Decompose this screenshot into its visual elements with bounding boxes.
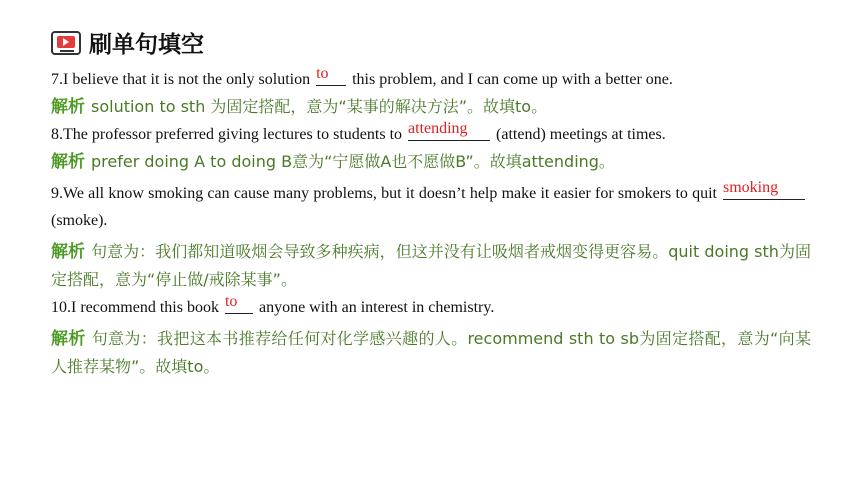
analysis-label: 解析 (51, 329, 86, 349)
answer-blank (723, 179, 805, 200)
question-text: 8.The professor preferred giving lectures to students to (51, 126, 403, 143)
question-7 (51, 66, 811, 93)
answer-text: smoking (723, 179, 779, 196)
analysis-text: prefer doing A to doing B意为“宁愿做A也不愿做B”。故填attending。 (91, 152, 615, 171)
question-text: anyone with an interest in chemistry. (258, 299, 495, 316)
question-text: (smoke). (51, 212, 108, 229)
answer-text: to (316, 65, 329, 82)
analysis-9 (51, 238, 811, 294)
answer-blank (224, 293, 253, 314)
answer-text: attending (408, 120, 468, 137)
question-text: (attend) meetings at times. (496, 126, 666, 143)
analysis-label: 解析 (51, 97, 85, 117)
answer-text: to (224, 293, 238, 310)
exercise-content (51, 66, 811, 381)
analysis-8 (51, 148, 811, 176)
section-title: 刷单句填空 (89, 32, 204, 58)
question-9 (51, 180, 811, 234)
answer-blank (408, 120, 490, 141)
analysis-text: 句意为：我们都知道吸烟会导致多种疾病，但这并没有让吸烟者戒烟变得更容易。quit doing sth为固定搭配，意为“停止做/戒除某事”。 (51, 242, 811, 289)
analysis-text: solution to sth 为固定搭配，意为“某事的解决方法”。故填to。 (91, 97, 548, 116)
analysis-text: 句意为：我把这本书推荐给任何对化学感兴趣的人。recommend sth to sb为固定搭配，意为“向某人推荐某物”。故填to。 (51, 329, 812, 376)
analysis-7 (51, 93, 811, 121)
analysis-10 (51, 325, 811, 381)
analysis-label: 解析 (51, 152, 85, 172)
question-10 (51, 294, 811, 321)
answer-blank (316, 65, 346, 86)
question-text: this problem, and I can come up with a better one. (352, 71, 673, 88)
video-play-icon (51, 31, 81, 55)
question-text: 7.I believe that it is not the only solution (51, 71, 311, 88)
section-header (51, 26, 204, 59)
question-text: 9.We all know smoking can cause many problems, but it doesn’t help make it easier for smokers to quit (51, 185, 717, 202)
question-8 (51, 121, 811, 148)
analysis-label: 解析 (51, 242, 86, 262)
question-text: 10.I recommend this book (51, 299, 219, 316)
